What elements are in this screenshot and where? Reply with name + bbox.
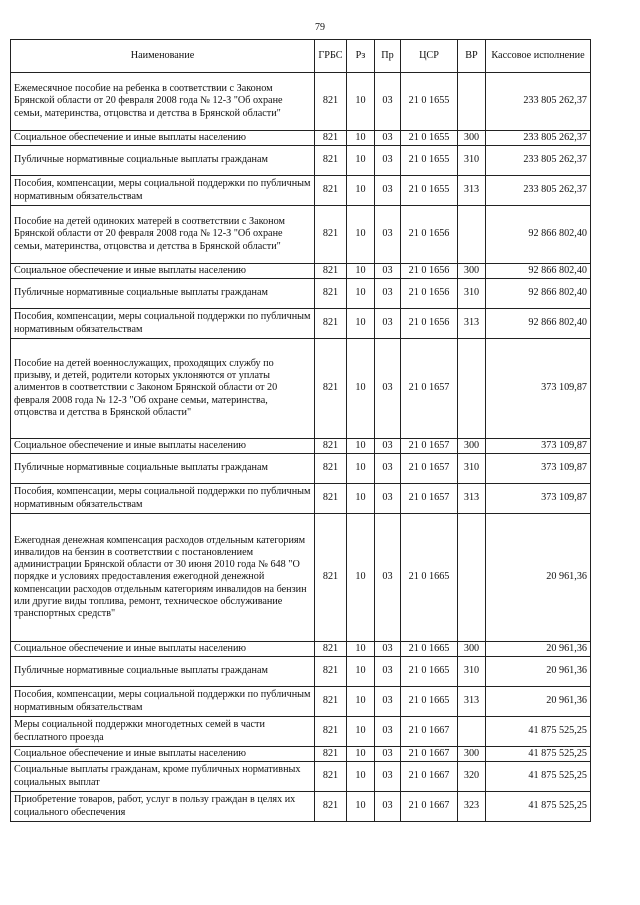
row-grbs: 821	[315, 484, 347, 514]
row-pr: 03	[375, 309, 401, 339]
row-grbs: 821	[315, 747, 347, 762]
row-rz: 10	[347, 339, 375, 439]
row-csr: 21 0 1665	[401, 657, 458, 687]
row-name: Пособия, компенсации, меры социальной поддержки по публичным нормативным обязательствам	[11, 176, 315, 206]
row-amount: 373 109,87	[486, 439, 591, 454]
row-pr: 03	[375, 657, 401, 687]
row-grbs: 821	[315, 131, 347, 146]
table-row	[11, 454, 591, 484]
row-grbs: 821	[315, 687, 347, 717]
row-name: Социальное обеспечение и иные выплаты населению	[11, 264, 315, 279]
row-rz: 10	[347, 454, 375, 484]
table-row	[11, 131, 591, 146]
row-amount: 41 875 525,25	[486, 762, 591, 792]
row-vr: 300	[458, 439, 486, 454]
row-csr: 21 0 1667	[401, 792, 458, 822]
row-amount: 92 866 802,40	[486, 264, 591, 279]
table-row	[11, 146, 591, 176]
row-vr	[458, 339, 486, 439]
row-grbs: 821	[315, 514, 347, 642]
row-vr: 323	[458, 792, 486, 822]
row-csr: 21 0 1667	[401, 762, 458, 792]
row-rz: 10	[347, 687, 375, 717]
row-amount: 41 875 525,25	[486, 717, 591, 747]
row-name: Ежемесячное пособие на ребенка в соответствии с Законом Брянской области от 20 февраля 2008 года № 12-З "Об охране семьи, материнства, отцовства и детства в Брянской области"	[11, 73, 315, 131]
row-vr	[458, 717, 486, 747]
row-grbs: 821	[315, 146, 347, 176]
table-row	[11, 264, 591, 279]
row-name: Приобретение товаров, работ, услуг в пользу граждан в целях их социального обеспечения	[11, 792, 315, 822]
row-vr: 313	[458, 687, 486, 717]
row-pr: 03	[375, 131, 401, 146]
row-grbs: 821	[315, 642, 347, 657]
row-vr: 310	[458, 657, 486, 687]
row-pr: 03	[375, 687, 401, 717]
row-rz: 10	[347, 146, 375, 176]
row-grbs: 821	[315, 792, 347, 822]
row-pr: 03	[375, 792, 401, 822]
row-pr: 03	[375, 454, 401, 484]
row-amount: 20 961,36	[486, 642, 591, 657]
row-grbs: 821	[315, 309, 347, 339]
row-vr: 313	[458, 484, 486, 514]
row-rz: 10	[347, 131, 375, 146]
row-rz: 10	[347, 514, 375, 642]
row-pr: 03	[375, 339, 401, 439]
header-amount: Кассовое исполнение	[486, 40, 591, 73]
row-pr: 03	[375, 279, 401, 309]
row-pr: 03	[375, 484, 401, 514]
row-name: Социальное обеспечение и иные выплаты населению	[11, 439, 315, 454]
row-name: Пособие на детей одиноких матерей в соответствии с Законом Брянской области от 20 февраля 2008 года № 12-З "Об охране семьи, материнства, отцовства и детства в Брянской области"	[11, 206, 315, 264]
row-grbs: 821	[315, 762, 347, 792]
row-amount: 41 875 525,25	[486, 747, 591, 762]
row-rz: 10	[347, 439, 375, 454]
row-amount: 20 961,36	[486, 657, 591, 687]
row-vr	[458, 73, 486, 131]
table-body	[11, 73, 591, 822]
row-rz: 10	[347, 717, 375, 747]
table-row	[11, 687, 591, 717]
row-rz: 10	[347, 279, 375, 309]
header-grbs: ГРБС	[315, 40, 347, 73]
header-vr: ВР	[458, 40, 486, 73]
row-name: Пособия, компенсации, меры социальной поддержки по публичным нормативным обязательствам	[11, 687, 315, 717]
row-csr: 21 0 1665	[401, 514, 458, 642]
row-rz: 10	[347, 484, 375, 514]
table-row	[11, 514, 591, 642]
row-name: Социальное обеспечение и иные выплаты населению	[11, 747, 315, 762]
row-name: Публичные нормативные социальные выплаты гражданам	[11, 454, 315, 484]
table-header-row	[11, 40, 591, 73]
row-amount: 92 866 802,40	[486, 279, 591, 309]
table-row	[11, 309, 591, 339]
row-name: Публичные нормативные социальные выплаты гражданам	[11, 657, 315, 687]
row-name: Публичные нормативные социальные выплаты гражданам	[11, 146, 315, 176]
row-amount: 233 805 262,37	[486, 146, 591, 176]
table-row	[11, 747, 591, 762]
row-rz: 10	[347, 747, 375, 762]
table-row	[11, 657, 591, 687]
row-grbs: 821	[315, 439, 347, 454]
row-csr: 21 0 1657	[401, 439, 458, 454]
row-vr: 313	[458, 176, 486, 206]
row-pr: 03	[375, 762, 401, 792]
table-row	[11, 642, 591, 657]
row-amount: 92 866 802,40	[486, 309, 591, 339]
row-rz: 10	[347, 73, 375, 131]
row-name: Пособия, компенсации, меры социальной поддержки по публичным нормативным обязательствам	[11, 309, 315, 339]
table-row	[11, 762, 591, 792]
row-name: Меры социальной поддержки многодетных семей в части бесплатного проезда	[11, 717, 315, 747]
row-csr: 21 0 1656	[401, 206, 458, 264]
row-pr: 03	[375, 73, 401, 131]
row-amount: 20 961,36	[486, 514, 591, 642]
row-csr: 21 0 1665	[401, 642, 458, 657]
row-name: Публичные нормативные социальные выплаты гражданам	[11, 279, 315, 309]
row-grbs: 821	[315, 176, 347, 206]
header-rz: Рз	[347, 40, 375, 73]
row-grbs: 821	[315, 717, 347, 747]
table-row	[11, 792, 591, 822]
header-csr: ЦСР	[401, 40, 458, 73]
row-csr: 21 0 1655	[401, 131, 458, 146]
row-grbs: 821	[315, 279, 347, 309]
row-grbs: 821	[315, 454, 347, 484]
row-pr: 03	[375, 176, 401, 206]
row-vr: 300	[458, 747, 486, 762]
row-amount: 233 805 262,37	[486, 73, 591, 131]
row-pr: 03	[375, 717, 401, 747]
row-rz: 10	[347, 792, 375, 822]
row-name: Ежегодная денежная компенсация расходов отдельным категориям инвалидов на бензин в соответствии с постановлением администрации Брянской области от 30 июня 2010 года № 648 "О порядке и условиях предоставления ежегодной денежной компенсации расходов отдельным категориям инвалидов на бензин или другие виды топлива, ремонт, техническое обслуживание транспортных средств"	[11, 514, 315, 642]
row-pr: 03	[375, 439, 401, 454]
table-row	[11, 279, 591, 309]
row-amount: 233 805 262,37	[486, 176, 591, 206]
row-name: Социальное обеспечение и иные выплаты населению	[11, 642, 315, 657]
row-amount: 92 866 802,40	[486, 206, 591, 264]
row-csr: 21 0 1657	[401, 454, 458, 484]
row-grbs: 821	[315, 264, 347, 279]
row-rz: 10	[347, 642, 375, 657]
row-csr: 21 0 1656	[401, 264, 458, 279]
row-pr: 03	[375, 264, 401, 279]
row-grbs: 821	[315, 206, 347, 264]
row-vr: 310	[458, 146, 486, 176]
row-amount: 373 109,87	[486, 484, 591, 514]
row-amount: 20 961,36	[486, 687, 591, 717]
row-pr: 03	[375, 146, 401, 176]
header-pr: Пр	[375, 40, 401, 73]
row-rz: 10	[347, 206, 375, 264]
row-rz: 10	[347, 309, 375, 339]
row-csr: 21 0 1667	[401, 747, 458, 762]
row-name: Пособия, компенсации, меры социальной поддержки по публичным нормативным обязательствам	[11, 484, 315, 514]
row-csr: 21 0 1657	[401, 339, 458, 439]
row-csr: 21 0 1657	[401, 484, 458, 514]
row-grbs: 821	[315, 73, 347, 131]
row-vr	[458, 514, 486, 642]
row-csr: 21 0 1656	[401, 309, 458, 339]
table-row	[11, 484, 591, 514]
row-vr: 320	[458, 762, 486, 792]
row-csr: 21 0 1665	[401, 687, 458, 717]
row-name: Социальное обеспечение и иные выплаты населению	[11, 131, 315, 146]
row-amount: 373 109,87	[486, 454, 591, 484]
row-csr: 21 0 1655	[401, 73, 458, 131]
row-pr: 03	[375, 514, 401, 642]
row-vr: 300	[458, 264, 486, 279]
row-rz: 10	[347, 176, 375, 206]
row-pr: 03	[375, 747, 401, 762]
table-row	[11, 176, 591, 206]
row-pr: 03	[375, 642, 401, 657]
row-csr: 21 0 1655	[401, 176, 458, 206]
row-amount: 373 109,87	[486, 339, 591, 439]
row-rz: 10	[347, 264, 375, 279]
row-vr: 310	[458, 454, 486, 484]
table-row	[11, 717, 591, 747]
row-vr: 313	[458, 309, 486, 339]
row-csr: 21 0 1655	[401, 146, 458, 176]
row-rz: 10	[347, 762, 375, 792]
row-grbs: 821	[315, 657, 347, 687]
budget-execution-table	[10, 39, 591, 822]
row-vr: 300	[458, 131, 486, 146]
row-vr: 300	[458, 642, 486, 657]
row-csr: 21 0 1656	[401, 279, 458, 309]
row-vr: 310	[458, 279, 486, 309]
row-rz: 10	[347, 657, 375, 687]
table-row	[11, 73, 591, 131]
page-number: 79	[315, 22, 325, 33]
row-amount: 41 875 525,25	[486, 792, 591, 822]
row-amount: 233 805 262,37	[486, 131, 591, 146]
row-csr: 21 0 1667	[401, 717, 458, 747]
header-name: Наименование	[11, 40, 315, 73]
row-grbs: 821	[315, 339, 347, 439]
table-row	[11, 439, 591, 454]
table-row	[11, 206, 591, 264]
row-name: Социальные выплаты гражданам, кроме публичных нормативных социальных выплат	[11, 762, 315, 792]
table-row	[11, 339, 591, 439]
row-pr: 03	[375, 206, 401, 264]
row-name: Пособие на детей военнослужащих, проходящих службу по призыву, и детей, родители которых уклоняются от уплаты алиментов в соответствии с Законом Брянской области от 20 февраля 2008 года № 12-З "Об охране семьи, материнства, отцовства и детства в Брянской области"	[11, 339, 315, 439]
row-vr	[458, 206, 486, 264]
